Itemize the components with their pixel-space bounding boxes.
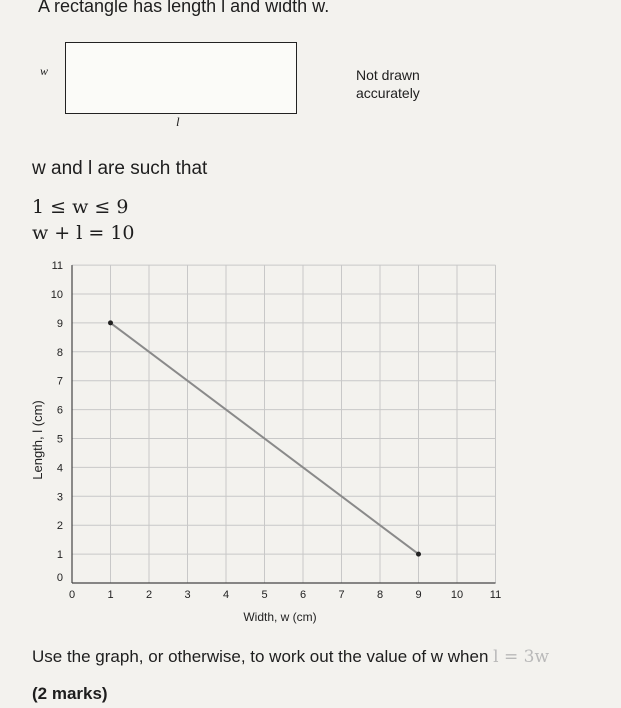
y-tick-label: 5 bbox=[56, 433, 63, 446]
not-drawn-note: Not drawn accurately bbox=[356, 67, 420, 101]
intro-text: A rectangle has length l and width w. bbox=[38, 0, 330, 16]
y-tick-label: 10 bbox=[50, 289, 63, 301]
y-tick-label: 4 bbox=[56, 462, 63, 475]
y-tick-label: 1 bbox=[56, 549, 63, 562]
y-tick-label-zero: 0 bbox=[56, 572, 63, 584]
x-tick-label: 7 bbox=[338, 589, 345, 601]
y-axis-label: Length, l (cm) bbox=[30, 400, 45, 480]
question-text bbox=[32, 647, 549, 667]
x-tick-label: 3 bbox=[184, 589, 191, 601]
series-endpoint bbox=[108, 320, 113, 325]
chart-ticks bbox=[51, 260, 501, 601]
y-tick-label: 8 bbox=[56, 346, 63, 359]
y-tick-label: 7 bbox=[56, 375, 63, 388]
question-body: Use the graph, or otherwise, to work out the value of w when bbox=[32, 647, 489, 666]
x-tick-label: 2 bbox=[145, 589, 153, 601]
x-tick-label: 1 bbox=[107, 589, 114, 601]
y-tick-label: 3 bbox=[56, 491, 63, 504]
x-tick-label: 10 bbox=[450, 589, 464, 601]
length-label: l bbox=[176, 114, 180, 129]
x-tick-label: 9 bbox=[415, 589, 422, 601]
x-tick-label: 6 bbox=[299, 589, 307, 601]
y-tick-label: 2 bbox=[56, 520, 63, 533]
x-axis-label: Width, w (cm) bbox=[243, 610, 317, 624]
x-tick-label: 8 bbox=[376, 589, 384, 601]
sum-equation: w + l = 10 bbox=[32, 222, 135, 244]
x-tick-label: 0 bbox=[68, 589, 76, 601]
marks-label: (2 marks) bbox=[32, 684, 108, 703]
x-tick-label: 11 bbox=[489, 589, 502, 601]
y-tick-label: 6 bbox=[56, 404, 63, 417]
y-tick-label: 11 bbox=[51, 260, 63, 273]
x-tick-label: 4 bbox=[222, 589, 230, 601]
x-tick-label: 5 bbox=[261, 589, 268, 601]
question-condition: l = 3w bbox=[493, 647, 550, 667]
conditions-text: w and l are such that bbox=[32, 158, 208, 179]
chart-grid bbox=[72, 265, 496, 583]
inequality: 1 ≤ w ≤ 9 bbox=[32, 196, 129, 218]
y-tick-label: 9 bbox=[56, 317, 63, 330]
series-endpoint bbox=[416, 552, 421, 557]
width-label: w bbox=[40, 64, 49, 78]
